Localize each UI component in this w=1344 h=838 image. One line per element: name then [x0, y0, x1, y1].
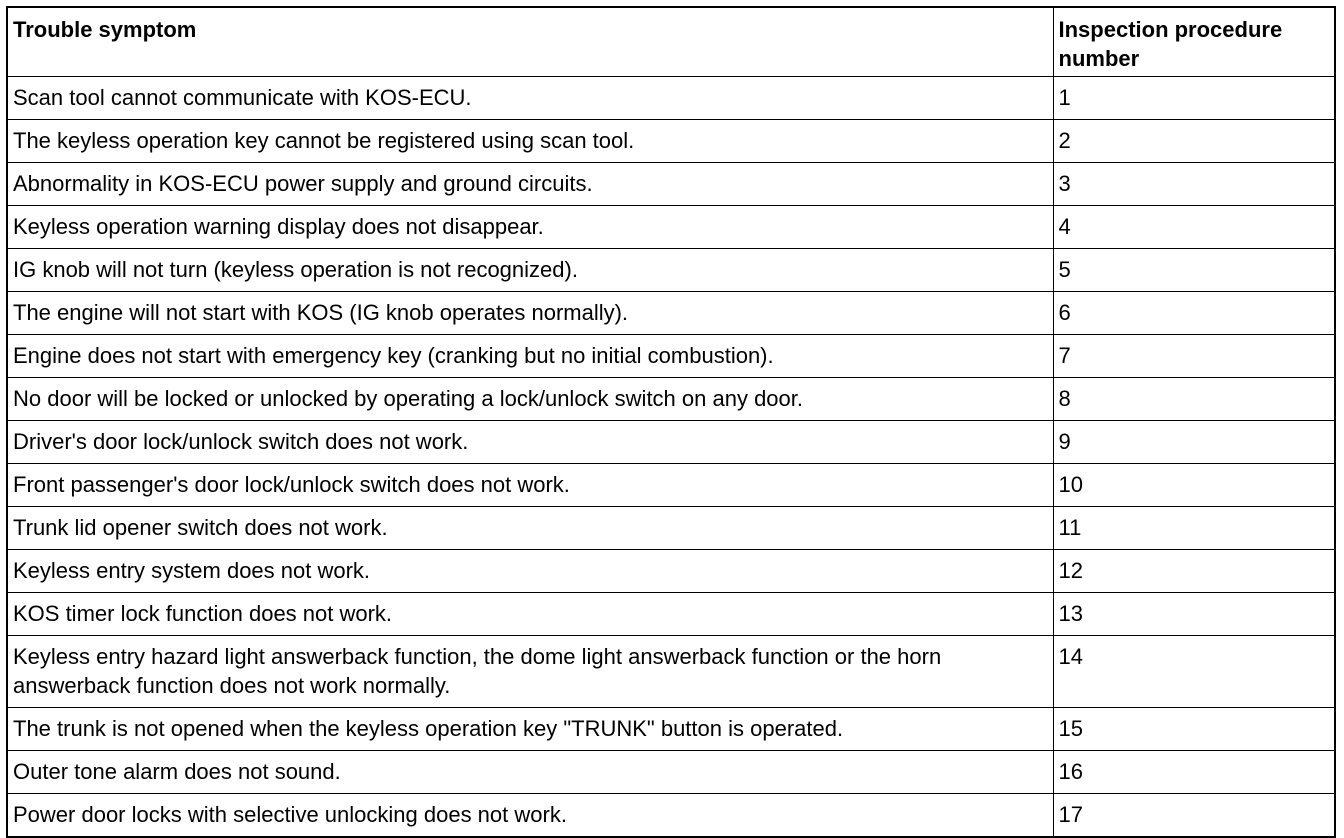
procedure-number-cell: 11	[1053, 507, 1335, 550]
table-row	[7, 292, 1335, 335]
procedure-number-cell: 8	[1053, 378, 1335, 421]
procedure-number-cell: 14	[1053, 636, 1335, 708]
symptom-cell: No door will be locked or unlocked by operating a lock/unlock switch on any door.	[7, 378, 1053, 421]
symptom-cell: The trunk is not opened when the keyless operation key "TRUNK" button is operated.	[7, 708, 1053, 751]
symptom-cell: Trunk lid opener switch does not work.	[7, 507, 1053, 550]
table-row	[7, 421, 1335, 464]
procedure-number-cell: 10	[1053, 464, 1335, 507]
table-row	[7, 335, 1335, 378]
symptom-cell: Keyless entry hazard light answerback function, the dome light answerback function or the horn answerback function does not work normally.	[7, 636, 1053, 708]
table-row	[7, 550, 1335, 593]
symptom-cell: Outer tone alarm does not sound.	[7, 751, 1053, 794]
symptom-cell: Keyless entry system does not work.	[7, 550, 1053, 593]
table-row	[7, 163, 1335, 206]
table-row	[7, 77, 1335, 120]
table-row	[7, 249, 1335, 292]
procedure-number-cell: 3	[1053, 163, 1335, 206]
symptom-cell: Front passenger's door lock/unlock switch does not work.	[7, 464, 1053, 507]
table-row	[7, 708, 1335, 751]
symptom-cell: Engine does not start with emergency key (cranking but no initial combustion).	[7, 335, 1053, 378]
table-row	[7, 464, 1335, 507]
table-row	[7, 794, 1335, 838]
procedure-number-cell: 5	[1053, 249, 1335, 292]
procedure-number-cell: 12	[1053, 550, 1335, 593]
procedure-number-cell: 4	[1053, 206, 1335, 249]
symptom-cell: Abnormality in KOS-ECU power supply and ground circuits.	[7, 163, 1053, 206]
procedure-number-cell: 7	[1053, 335, 1335, 378]
symptom-cell: Driver's door lock/unlock switch does not work.	[7, 421, 1053, 464]
table-row	[7, 378, 1335, 421]
procedure-number-cell: 9	[1053, 421, 1335, 464]
symptom-cell: Scan tool cannot communicate with KOS-ECU.	[7, 77, 1053, 120]
symptom-cell: KOS timer lock function does not work.	[7, 593, 1053, 636]
table-row	[7, 507, 1335, 550]
symptom-cell: The keyless operation key cannot be registered using scan tool.	[7, 120, 1053, 163]
table-row	[7, 636, 1335, 708]
symptom-cell: Power door locks with selective unlocking does not work.	[7, 794, 1053, 838]
table-row	[7, 593, 1335, 636]
symptom-cell: Keyless operation warning display does not disappear.	[7, 206, 1053, 249]
procedure-number-cell: 15	[1053, 708, 1335, 751]
table-row	[7, 120, 1335, 163]
symptom-cell: IG knob will not turn (keyless operation is not recognized).	[7, 249, 1053, 292]
table-header-row	[7, 7, 1335, 77]
procedure-number-cell: 6	[1053, 292, 1335, 335]
procedure-number-cell: 16	[1053, 751, 1335, 794]
symptom-cell: The engine will not start with KOS (IG knob operates normally).	[7, 292, 1053, 335]
procedure-number-cell: 17	[1053, 794, 1335, 838]
column-header-trouble-symptom: Trouble symptom	[7, 7, 1053, 77]
procedure-number-cell: 13	[1053, 593, 1335, 636]
column-header-inspection-procedure-number: Inspection procedure number	[1053, 7, 1335, 77]
table-row	[7, 751, 1335, 794]
procedure-number-cell: 1	[1053, 77, 1335, 120]
trouble-symptom-table	[6, 6, 1336, 838]
procedure-number-cell: 2	[1053, 120, 1335, 163]
table-row	[7, 206, 1335, 249]
